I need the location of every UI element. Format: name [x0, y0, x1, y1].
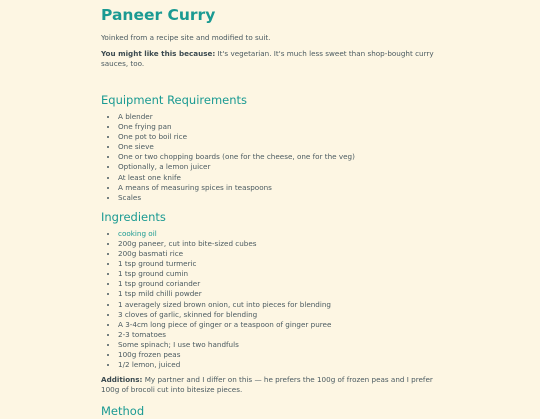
list-item: • One sieve — [118, 142, 441, 152]
list-item: • Scales — [118, 193, 441, 203]
list-item: • Some spinach; I use two handfuls — [118, 340, 441, 350]
list-item: • 200g basmati rice — [118, 249, 441, 259]
ingredients-heading: Ingredients — [101, 209, 166, 224]
list-item: • 3 cloves of garlic, skinned for blending — [118, 310, 441, 320]
equipment-heading: Equipment Requirements — [101, 93, 248, 107]
list-item: • 1 tsp ground cumin — [118, 269, 441, 279]
equipment-list — [101, 112, 441, 203]
why-text: It's vegetarian. It's much less sweet than shop-bought curry sauces, too. — [101, 49, 434, 68]
list-item: • 1/2 lemon, juiced — [118, 360, 441, 370]
list-item: • 1 tsp mild chilli powder — [118, 289, 441, 299]
list-item: • 2-3 tomatoes — [118, 330, 441, 340]
list-item: • 100g frozen peas — [118, 350, 441, 360]
list-item: • One pot to boil rice — [118, 132, 441, 142]
list-item: • One frying pan — [118, 122, 441, 132]
list-item: • A blender — [118, 112, 441, 122]
ingredient-link[interactable]: cooking oil — [118, 228, 157, 238]
list-item: • One or two chopping boards (one for the cheese, one for the veg) — [118, 152, 441, 162]
list-item: • A means of measuring spices in teaspoons — [118, 183, 441, 193]
why-label: You might like this because: — [101, 49, 216, 58]
additions-label: Additions: — [101, 375, 143, 385]
why-paragraph — [101, 49, 441, 69]
list-item: • 200g paneer, cut into bite-sized cubes — [118, 239, 441, 249]
ingredients-list — [101, 229, 441, 370]
page-title: Paneer Curry — [101, 6, 216, 24]
additions-paragraph — [101, 375, 446, 395]
list-item: • 1 tsp ground turmeric — [118, 259, 441, 269]
list-item: • 1 averagely sized brown onion, cut into pieces for blending — [118, 300, 441, 310]
recipe-page — [101, 4, 441, 419]
intro-text: Yoinked from a recipe site and modified to suit. — [101, 33, 271, 42]
list-item: • A 3-4cm long piece of ginger or a teaspoon of ginger puree — [118, 320, 441, 330]
additions-text: My partner and I differ on this — he prefers the 100g of frozen peas and I prefer 100g of brocoli cut into bitesize pieces. — [101, 375, 433, 395]
list-item — [118, 229, 441, 239]
list-item: • At least one knife — [118, 173, 441, 183]
list-item: • Optionally, a lemon juicer — [118, 162, 441, 172]
method-heading: Method — [101, 404, 145, 419]
list-item: • 1 tsp ground coriander — [118, 279, 441, 289]
